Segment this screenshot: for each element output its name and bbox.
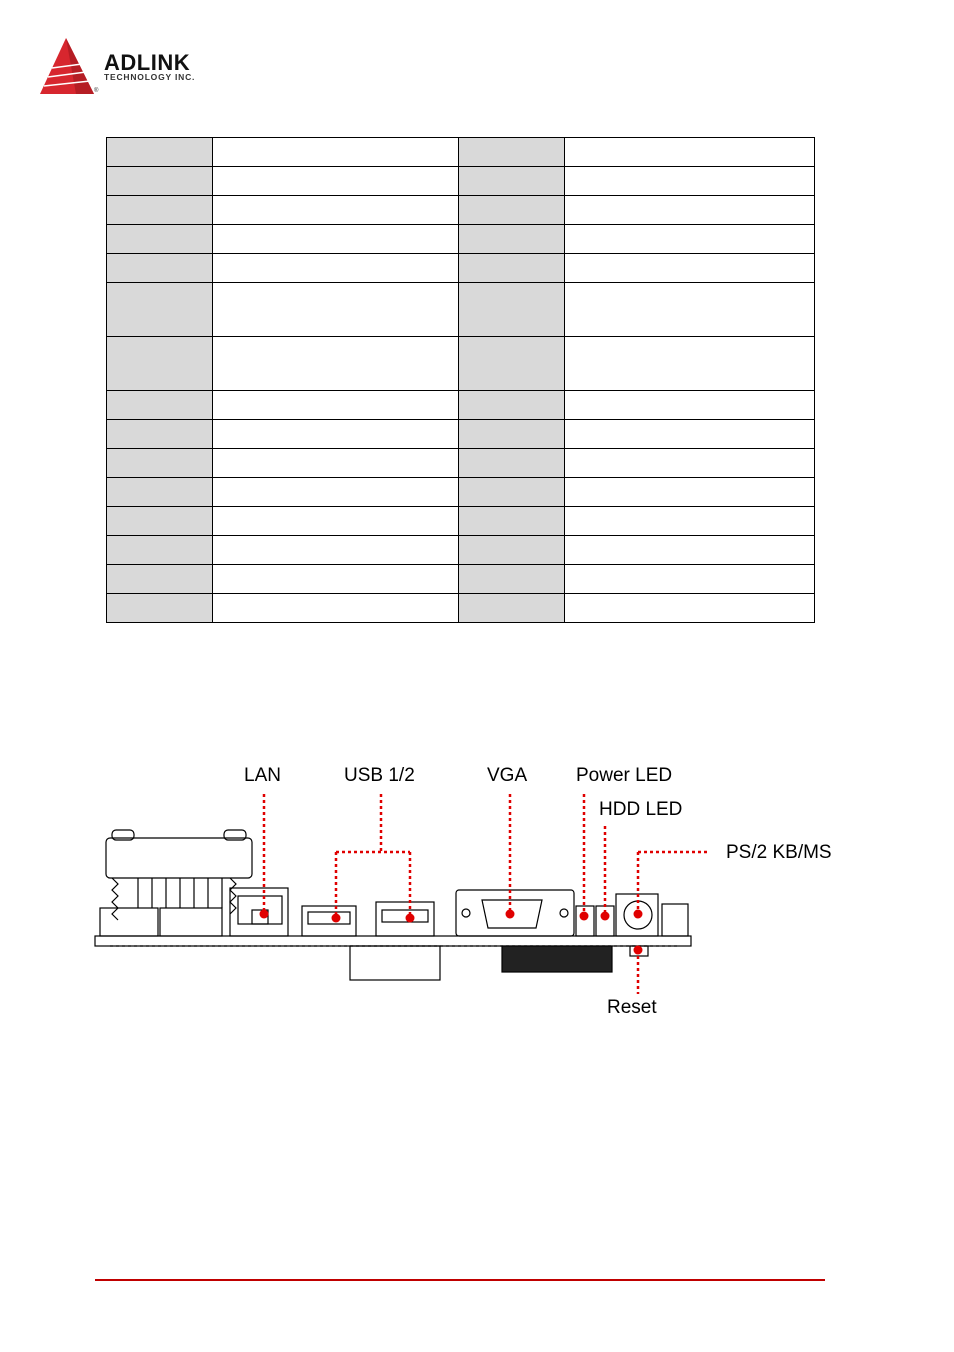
- table-cell: [107, 337, 213, 391]
- footer-rule: [95, 1279, 825, 1281]
- table-cell: [107, 196, 213, 225]
- table-row: [107, 167, 815, 196]
- table-cell: [107, 391, 213, 420]
- lan-label: LAN: [244, 765, 281, 786]
- brand-tagline: TECHNOLOGY INC.: [104, 72, 196, 82]
- table-row: [107, 594, 815, 623]
- table-cell: [213, 196, 459, 225]
- table-cell: [459, 254, 565, 283]
- table-cell: [213, 337, 459, 391]
- table-cell: [459, 138, 565, 167]
- table-row: [107, 420, 815, 449]
- reset-label: Reset: [607, 997, 657, 1018]
- table-cell: [213, 254, 459, 283]
- table-cell: [565, 196, 815, 225]
- table-cell: [565, 337, 815, 391]
- table-cell: [213, 138, 459, 167]
- table-row: [107, 283, 815, 337]
- vga-label: VGA: [487, 765, 528, 786]
- table-cell: [107, 167, 213, 196]
- table-row: [107, 507, 815, 536]
- usb-label: USB 1/2: [344, 765, 415, 786]
- table-cell: [565, 449, 815, 478]
- table-cell: [107, 565, 213, 594]
- table-cell: [107, 138, 213, 167]
- table-cell: [565, 254, 815, 283]
- brand-name: ADLINK: [104, 50, 191, 75]
- table-cell: [565, 391, 815, 420]
- table-cell: [565, 138, 815, 167]
- table-cell: [107, 478, 213, 507]
- table-cell: [459, 337, 565, 391]
- table-cell: [213, 536, 459, 565]
- table-cell: [213, 225, 459, 254]
- table-row: [107, 337, 815, 391]
- table-cell: [565, 536, 815, 565]
- table-cell: [213, 478, 459, 507]
- table-cell: [213, 167, 459, 196]
- table-cell: [565, 167, 815, 196]
- table-cell: [565, 565, 815, 594]
- table-cell: [107, 254, 213, 283]
- table-row: [107, 536, 815, 565]
- table-cell: [107, 449, 213, 478]
- table-cell: [213, 594, 459, 623]
- table-row: [107, 225, 815, 254]
- table-cell: [565, 283, 815, 337]
- table-cell: [459, 536, 565, 565]
- table-cell: [565, 420, 815, 449]
- table-cell: [565, 225, 815, 254]
- table-cell: [459, 565, 565, 594]
- table-cell: [459, 196, 565, 225]
- table-cell: [213, 507, 459, 536]
- table-cell: [459, 594, 565, 623]
- table-row: [107, 449, 815, 478]
- ps2-label: PS/2 KB/MS: [726, 842, 832, 863]
- table-row: [107, 254, 815, 283]
- table-cell: [213, 420, 459, 449]
- table-cell: [213, 449, 459, 478]
- table-cell: [107, 536, 213, 565]
- table-row: [107, 138, 815, 167]
- table-cell: [459, 420, 565, 449]
- table-cell: [213, 565, 459, 594]
- table-cell: [107, 225, 213, 254]
- table-cell: [107, 594, 213, 623]
- table-cell: [107, 283, 213, 337]
- table-cell: [565, 478, 815, 507]
- table-cell: [213, 283, 459, 337]
- table-cell: [565, 507, 815, 536]
- hdd-led-label: HDD LED: [599, 799, 683, 820]
- table-cell: [213, 391, 459, 420]
- table-cell: [107, 420, 213, 449]
- brand-registered: ®: [94, 88, 99, 94]
- table-cell: [565, 594, 815, 623]
- table-row: [107, 196, 815, 225]
- table-cell: [459, 478, 565, 507]
- table-cell: [459, 225, 565, 254]
- table-cell: [107, 507, 213, 536]
- table-cell: [459, 283, 565, 337]
- table-row: [107, 565, 815, 594]
- table-cell: [459, 167, 565, 196]
- pin-table: [106, 137, 815, 623]
- table-cell: [459, 449, 565, 478]
- table-row: [107, 478, 815, 507]
- power-led-label: Power LED: [576, 765, 673, 786]
- table-cell: [459, 391, 565, 420]
- table-row: [107, 391, 815, 420]
- table-cell: [459, 507, 565, 536]
